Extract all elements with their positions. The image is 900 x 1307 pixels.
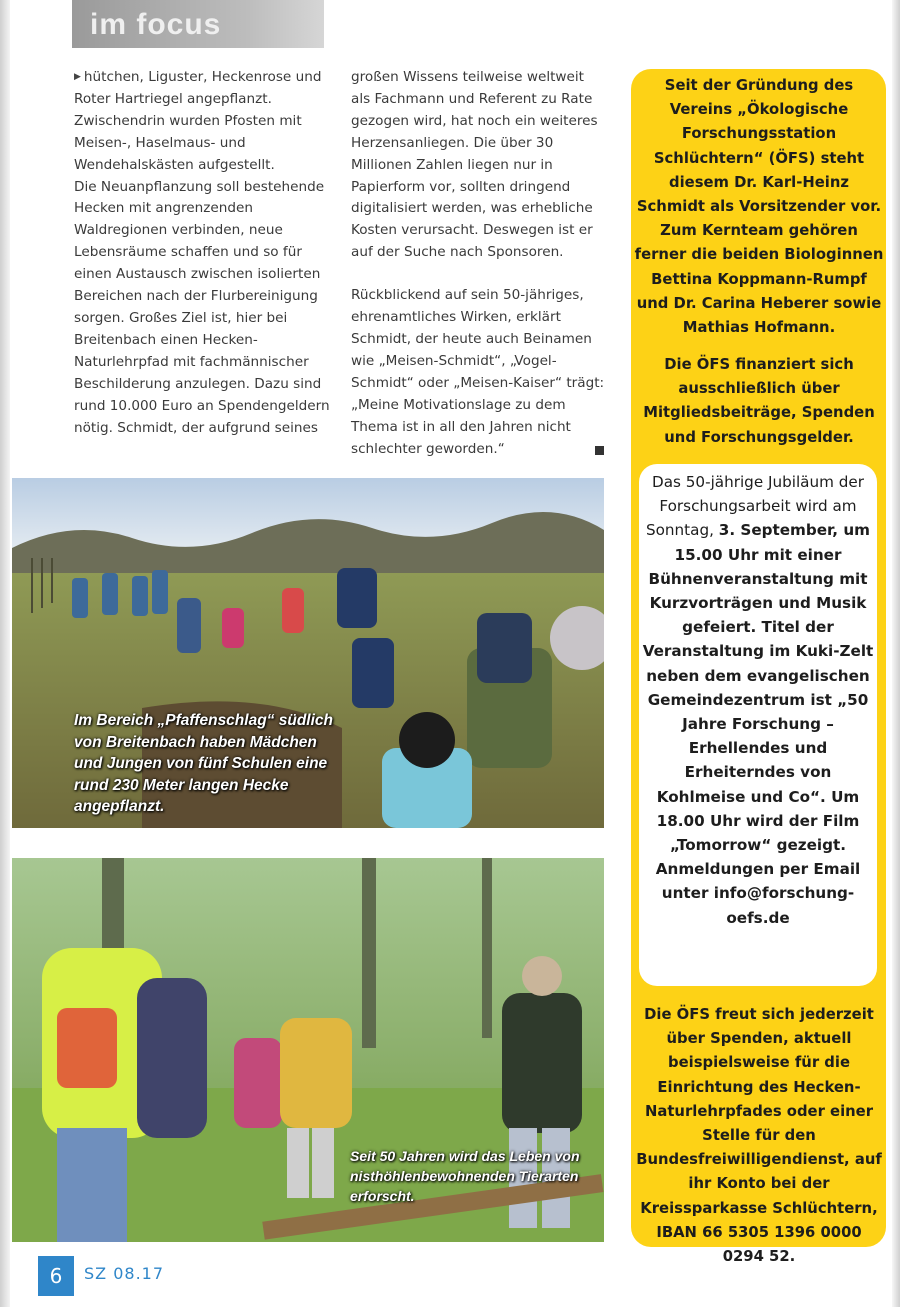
event-intro: Das 50-jährige Jubiläum der Forschungsarbeit wird am Sonntag, (646, 473, 864, 540)
column2-paragraph-1: großen Wissens teilweise weltweit als Fachmann und Referent zu Rate gezogen wird, hat noch ein weiteres Herzensanliegen. Die über 30 Millionen Zahlen liegen nur in Papierform vor, sollten dringend digitalisiert werden, was erhebliche Kosten verursacht. Deswegen ist er auf der Suche nach Sponsoren. (351, 69, 598, 261)
page-number: 6 (38, 1256, 74, 1296)
forest-group-caption: Seit 50 Jahren wird das Leben von nisthöhlenbewohnenden Tierarten erforscht. (350, 1148, 580, 1204)
column2-paragraph-2: Rückblickend auf sein 50-jähriges, ehrenamtliches Wirken, erklärt Schmidt, der heute auch Beinamen wie „Meisen-Schmidt“, „Vogel-Schmidt“ oder „Meisen-Kaiser“ trägt: „Meine Motivationslage zu dem Thema ist in all den Jahren nicht schlechter geworden.“ (351, 287, 605, 457)
section-title: im focus (90, 8, 222, 41)
sidebar-founding-text: Seit der Gründung des Vereins „Ökologische Forschungsstation Schlüchtern“ (ÖFS) steht diesem Dr. Karl-Heinz Schmidt als Vorsitzender vor. Zum Kernteam gehören ferner die beiden Biologinnen Bettina Koppmann-Rumpf und Dr. Carina Heberer sowie Mathias Hofmann. (634, 77, 884, 337)
section-header (72, 0, 324, 48)
sidebar-funding-text: Die ÖFS finanziert sich ausschließlich über Mitgliedsbeiträge, Spenden und Forschungsgelder. (643, 356, 875, 446)
column1-paragraph-1 (74, 67, 342, 177)
hedge-planting-caption: Im Bereich „Pfaffenschlag“ südlich von Breitenbach haben Mädchen und Jungen von fünf Schulen eine rund 230 Meter langen Hecke angepflanzt. (74, 712, 333, 815)
continuation-arrow-icon: ▶ (74, 72, 81, 82)
forest-group-photo (12, 858, 604, 1242)
column1-paragraph-2: Die Neuanpflanzung soll bestehende Hecken mit angrenzenden Waldregionen verbinden, neue Lebensräume schaffen und so für einen Austausch zwischen isolierten Bereichen nach der Flurbereinigung sorgen. Großes Ziel ist, hier bei Breitenbach einen Hecken-Naturlehrpfad mit fachmännischer Beschilderung anzulegen. Dazu sind rund 10.000 Euro an Spendengeldern nötig. Schmidt, der aufgrund seines (74, 178, 330, 436)
page-edge-shadow (892, 0, 900, 1307)
article-end-mark-icon (595, 446, 604, 455)
event-info-box (639, 464, 877, 986)
article-column-1 (74, 67, 342, 439)
event-details: 3. September, um 15.00 Uhr mit einer Bühnenveranstaltung mit Kurzvorträgen und Musik gefeiert. Titel der Veranstaltung im Kuki-Zelt neben dem evangelischen Gemeindezentrum ist „50 Jahre Forschung – Erhellendes und Erheiterndes von Kohlmeise und Co“. Um 18.00 Uhr wird der Film „Tomorrow“ gezeigt. Anmeldungen per Email unter info@forschung-oefs.de (642, 521, 874, 927)
page-binding-shadow (0, 0, 10, 1307)
sidebar-donation-text: Die ÖFS freut sich jederzeit über Spenden, aktuell beispielsweise für die Einrichtung des Hecken-Naturlehrpfades oder einer Stelle für den Bundesfreiwilligendienst, auf ihr Konto bei der Kreissparkasse Schlüchtern, IBAN 66 5305 1396 0000 0294 52. (636, 1006, 882, 1266)
article-column-2 (351, 67, 607, 460)
column1-paragraph-1-text: hütchen, Liguster, Heckenrose und Roter Hartriegel angepflanzt. Zwischendrin wurden Pfosten mit Meisen-, Haselmaus- und Wendehalskästen aufgestellt. (74, 69, 322, 173)
hedge-planting-photo (12, 478, 604, 828)
event-info-text (639, 470, 877, 930)
issue-label: SZ 08.17 (84, 1264, 165, 1283)
